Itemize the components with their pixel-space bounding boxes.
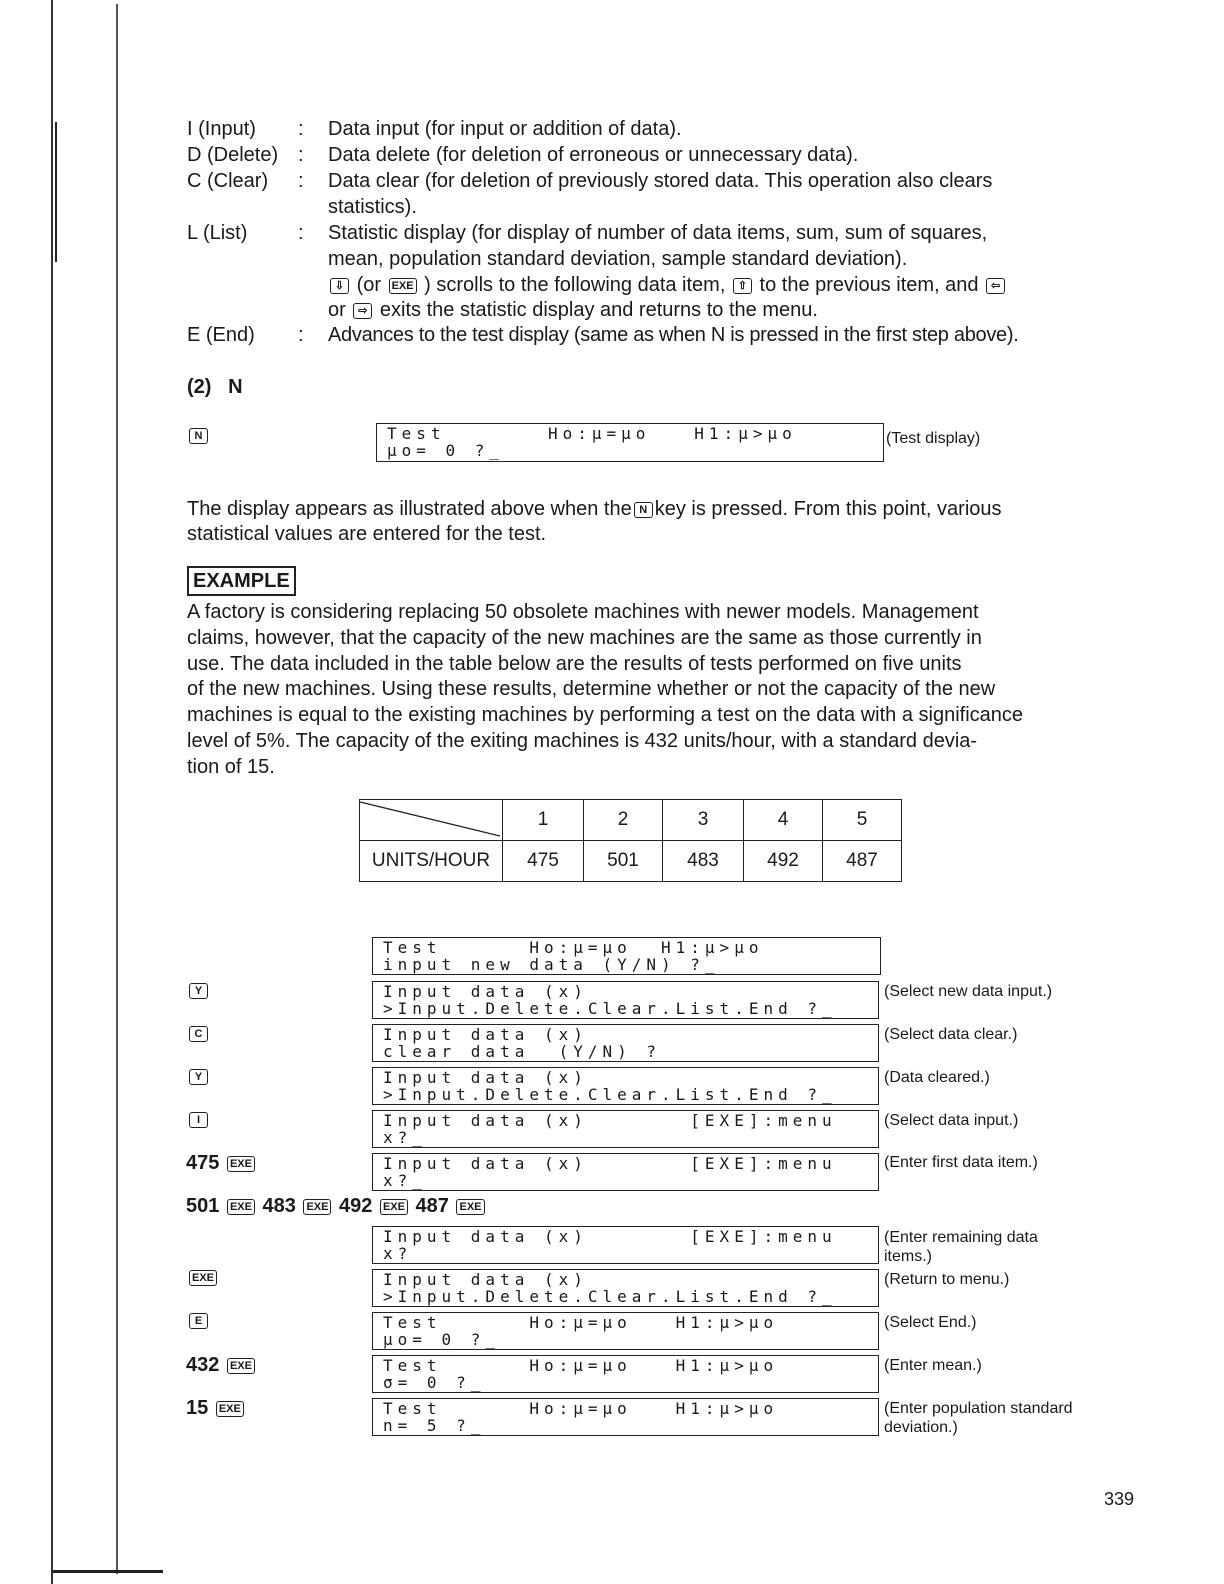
list-keys-line1: ⇩ (or EXE ) scrolls to the following data item, ⇧ to the previous item, and ⇦ — [328, 272, 1007, 298]
exe-key-icon: EXE — [389, 278, 417, 294]
key-seq-475: 475 EXE — [186, 1151, 257, 1175]
table-row-label: UNITS/HOUR — [360, 841, 503, 882]
table-cell: 492 — [744, 841, 823, 882]
lcd-note: (Test display) — [886, 430, 981, 447]
def-text: Data clear (for deletion of previously stored data. This operation also clears — [328, 170, 993, 192]
table-header: 5 — [823, 800, 902, 841]
diagonal-line — [360, 800, 500, 838]
step-label: (2) N — [187, 376, 243, 398]
lcd-screen: Test Ho:μ=μo H1:μ>μo μo= 0 ?_ — [372, 1312, 879, 1350]
key-i: I — [187, 1112, 210, 1130]
left-arrow-key-icon: ⇦ — [986, 278, 1005, 294]
lcd-screen: Input data (x) clear data (Y/N) ? — [372, 1024, 879, 1062]
key-exe: EXE — [187, 1270, 219, 1288]
key-y: Y — [187, 983, 210, 1001]
table-cell: 483 — [663, 841, 744, 882]
up-arrow-key-icon: ⇧ — [733, 278, 752, 294]
lcd-note: (Select data clear.) — [884, 1026, 1018, 1043]
lcd-screen: Input data (x) [EXE]:menu x?_ — [372, 1110, 879, 1148]
exe-key-icon: EXE — [227, 1358, 255, 1374]
def-term: C (Clear) — [187, 170, 269, 192]
lcd-note: (Enter population standard deviation.) — [884, 1400, 1073, 1436]
binding-foot — [53, 1570, 163, 1573]
def-sep: : — [298, 222, 304, 244]
exe-key-icon: EXE — [216, 1401, 244, 1417]
table-cell: 487 — [823, 841, 902, 882]
key-seq-432: 432 EXE — [186, 1353, 257, 1377]
exe-key-icon: EXE — [303, 1199, 331, 1215]
lcd-screen: Test Ho:μ=μo H1:μ>μo σ= 0 ?_ — [372, 1355, 879, 1393]
def-sep: : — [298, 118, 304, 140]
exe-key-icon: EXE — [456, 1199, 484, 1215]
list-keys-line2: or ⇨ exits the statistic display and returns to the menu. — [328, 299, 818, 321]
lcd-screen: Input data (x) >Input.Delete.Clear.List.End ?_ — [372, 1067, 879, 1105]
def-term: D (Delete) — [187, 144, 279, 166]
page-number: 339 — [1104, 1489, 1135, 1509]
def-text: mean, population standard deviation, sample standard deviation). — [328, 248, 908, 270]
key-seq-remaining: 501 EXE 483 EXE 492 EXE 487 EXE — [186, 1194, 487, 1218]
exe-key-icon: EXE — [227, 1199, 255, 1215]
key-seq-15: 15 EXE — [186, 1396, 246, 1420]
lcd-note: (Data cleared.) — [884, 1069, 990, 1086]
paragraph: The display appears as illustrated above when the N key is pressed. From this point, various — [187, 498, 1002, 520]
lcd-note: (Select new data input.) — [884, 983, 1053, 1000]
table-header-row — [360, 800, 902, 841]
table-header: 4 — [744, 800, 823, 841]
def-sep: : — [298, 144, 304, 166]
def-sep: : — [298, 324, 304, 346]
exe-key-icon: EXE — [380, 1199, 408, 1215]
paragraph: statistical values are entered for the test. — [187, 523, 547, 545]
def-text: statistics). — [328, 196, 417, 218]
lcd-note: (Select End.) — [884, 1314, 977, 1331]
def-term: L (List) — [187, 222, 248, 244]
lcd-screen: Input data (x) [EXE]:menu x?_ — [372, 1153, 879, 1191]
right-arrow-key-icon: ⇨ — [353, 303, 372, 319]
key-c: C — [187, 1026, 210, 1044]
table-cell: 475 — [503, 841, 584, 882]
def-term: E (End) — [187, 324, 255, 346]
lcd-screen: Input data (x) [EXE]:menu x? — [372, 1226, 879, 1264]
def-text: Data delete (for deletion of erroneous or unnecessary data). — [328, 144, 859, 166]
lcd-screen: Input data (x) >Input.Delete.Clear.List.End ?_ — [372, 1269, 879, 1307]
lcd-screen: Test Ho:μ=μo H1:μ>μo n= 5 ?_ — [372, 1398, 879, 1436]
def-term: I (Input) — [187, 118, 256, 140]
binding-line-short — [116, 4, 118, 1574]
table-corner — [360, 800, 503, 841]
lcd-note: (Enter mean.) — [884, 1357, 982, 1374]
table-header: 3 — [663, 800, 744, 841]
def-text: Advances to the test display (same as when N is pressed in the first step above). — [328, 324, 1019, 346]
example-label: EXAMPLE — [187, 566, 296, 596]
lcd-note: (Select data input.) — [884, 1112, 1019, 1129]
def-sep: : — [298, 170, 304, 192]
lcd-screen: Input data (x) >Input.Delete.Clear.List.End ?_ — [372, 981, 879, 1019]
lcd-note: (Enter first data item.) — [884, 1154, 1038, 1171]
lcd-note: (Return to menu.) — [884, 1271, 1010, 1288]
lcd-screen: Test Ho:μ=μo H1:μ>μo input new data (Y/N) ?_ — [372, 937, 881, 975]
table-row — [360, 841, 902, 882]
example-text: A factory is considering replacing 50 obsolete machines with newer models. Management claims, however, that the capacity of the new machines are the same as those currently in use. The data included in the table below are the results of tests performed on five units of the new machines. Using these results, determine whether or not the capacity of the new machines is equal to the existing machines by performing a test on the data with a significance level of 5%. The capacity of the exiting machines is 432 units/hour, with a standard devia- tion of 15. — [187, 601, 1024, 778]
binding-line — [51, 0, 53, 1584]
n-key-icon: N — [187, 428, 210, 446]
down-arrow-key-icon: ⇩ — [330, 278, 349, 294]
table-header: 1 — [503, 800, 584, 841]
key-e: E — [187, 1313, 210, 1331]
lcd-note: (Enter remaining data items.) — [884, 1229, 1038, 1265]
def-text: Data input (for input or addition of data). — [328, 118, 682, 140]
def-text: Statistic display (for display of number of data items, sum, sum of squares, — [328, 222, 988, 244]
key-y: Y — [187, 1069, 210, 1087]
data-table — [359, 799, 902, 882]
table-cell: 501 — [584, 841, 663, 882]
binding-mark — [55, 122, 57, 262]
n-key-icon: N — [634, 502, 653, 518]
lcd-test-display: Test Ho:μ=μo H1:μ>μo μo= 0 ?_ — [376, 423, 884, 462]
exe-key-icon: EXE — [227, 1156, 255, 1172]
table-header: 2 — [584, 800, 663, 841]
